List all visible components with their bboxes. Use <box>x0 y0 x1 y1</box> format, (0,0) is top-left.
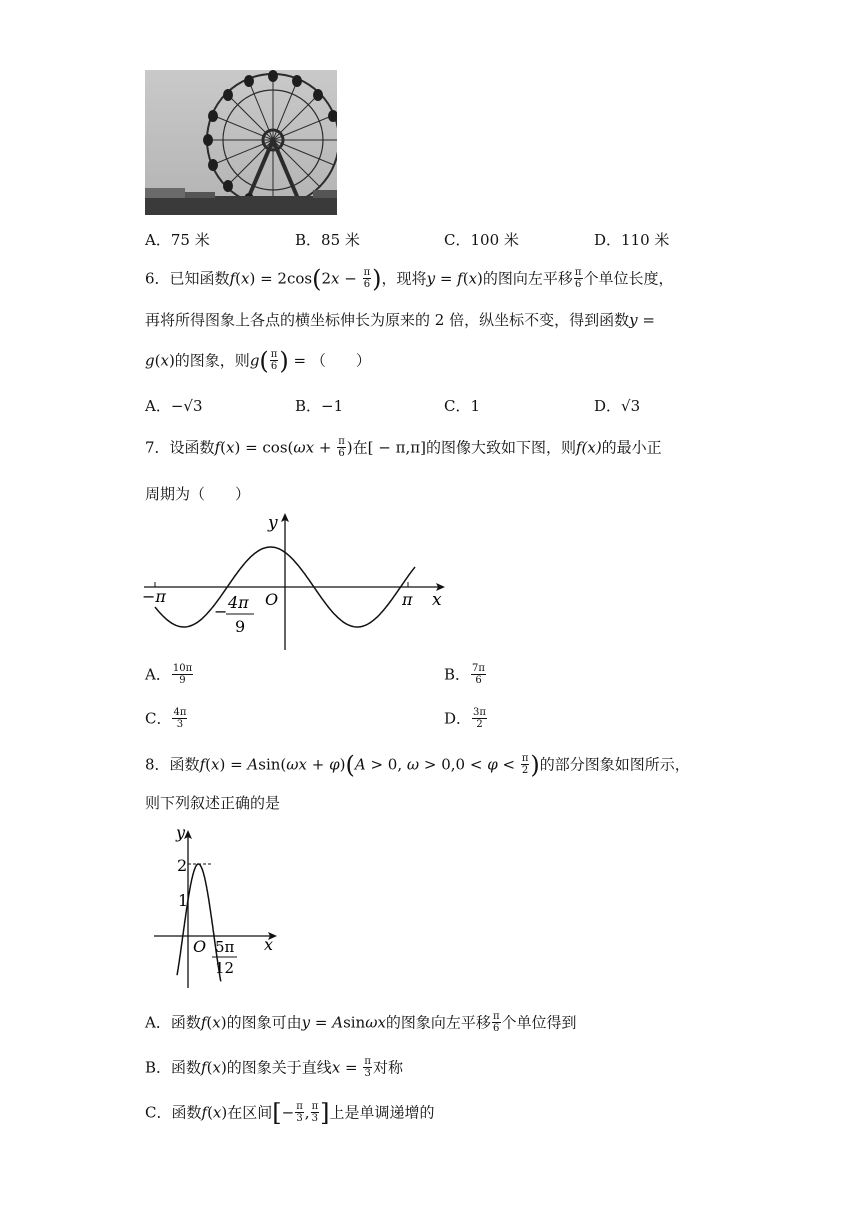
q6-option-d: D．√3 <box>594 397 641 415</box>
q8-zero-den: 12 <box>215 959 235 977</box>
q6-line-3: g(x)的图象，则g( $\frac{\pi}{6}$ ) = （ ） <box>145 346 371 375</box>
q7-option-d: D． $\frac{3\pi}{2}$ <box>444 707 486 730</box>
q8-sine-graph <box>150 822 290 992</box>
q7-zero-num: 4π <box>228 593 249 612</box>
q7-x-label: x <box>432 590 442 610</box>
q8-y-int-label: 1 <box>178 891 189 910</box>
q6-option-c: C．1 <box>444 397 481 415</box>
q8-line-1: 8．函数f(x) = Asin(ωx + φ)(A > 0, ω > 0,0 < φ < $\frac{\pi}{2}$ )的部分图象如图所示， <box>145 750 690 779</box>
q5-option-d: D．110 米 <box>594 231 670 249</box>
q8-x-label: x <box>264 935 274 954</box>
q7-line-1: 7．设函数f(x) = cos(ωx + $\frac{\pi}{6}$ )在[ − π,π]的图像大致如下图，则f(x)的最小正 <box>145 436 662 459</box>
q8-origin: O <box>193 937 207 956</box>
q7-left-tick-label: −π <box>142 587 166 606</box>
ferris-wheel-photo <box>145 70 337 215</box>
q7-zero-sign: − <box>214 602 228 621</box>
q5-option-c: C．100 米 <box>444 231 519 249</box>
q5-option-a: A．75 米 <box>145 231 210 249</box>
q8-zero-num: 5π <box>215 938 235 956</box>
q7-zero-den: 9 <box>235 617 246 636</box>
q8-option-b: B．函数f(x)的图象关于直线x = $\frac{\pi}{3}$ 对称 <box>145 1056 403 1079</box>
q6-line-2: 再将所得图象上各点的横坐标伸长为原来的 2 倍，纵坐标不变，得到函数y = <box>145 311 655 329</box>
q7-cosine-graph <box>140 510 450 655</box>
q7-right-tick-label: π <box>402 590 413 609</box>
q7-option-a: A． $\frac{10\pi}{9}$ <box>145 663 193 686</box>
q6-option-b: B．−1 <box>295 397 344 415</box>
q8-y-label: y <box>176 823 186 842</box>
q7-option-b: B． $\frac{7\pi}{6}$ <box>444 663 485 686</box>
q8-line-2: 则下列叙述正确的是 <box>145 794 281 812</box>
q7-option-c: C． $\frac{4\pi}{3}$ <box>145 707 187 730</box>
q8-y-max-label: 2 <box>177 856 188 875</box>
q8-option-c: C．函数f(x)在区间[− $\frac{\pi}{3}$ , $\frac{\pi}{3}$ ]上是单调递增的 <box>145 1098 435 1127</box>
q6-option-a: A．−√3 <box>145 397 203 415</box>
q7-line-2: 周期为（ ） <box>145 485 251 503</box>
q6-line-1: 6．已知函数f(x) = 2cos(2x − $\frac{\pi}{6}$ )，现将y = f(x)的图向左平移 $\frac{\pi}{6}$ 个单位长度， <box>145 264 674 293</box>
q8-option-a: A．函数f(x)的图象可由y = Asinωx的图象向左平移 $\frac{\pi}{6}$ 个单位得到 <box>145 1011 577 1034</box>
q7-y-label: y <box>268 513 278 533</box>
q5-option-b: B．85 米 <box>295 231 360 249</box>
q7-origin: O <box>265 590 279 609</box>
